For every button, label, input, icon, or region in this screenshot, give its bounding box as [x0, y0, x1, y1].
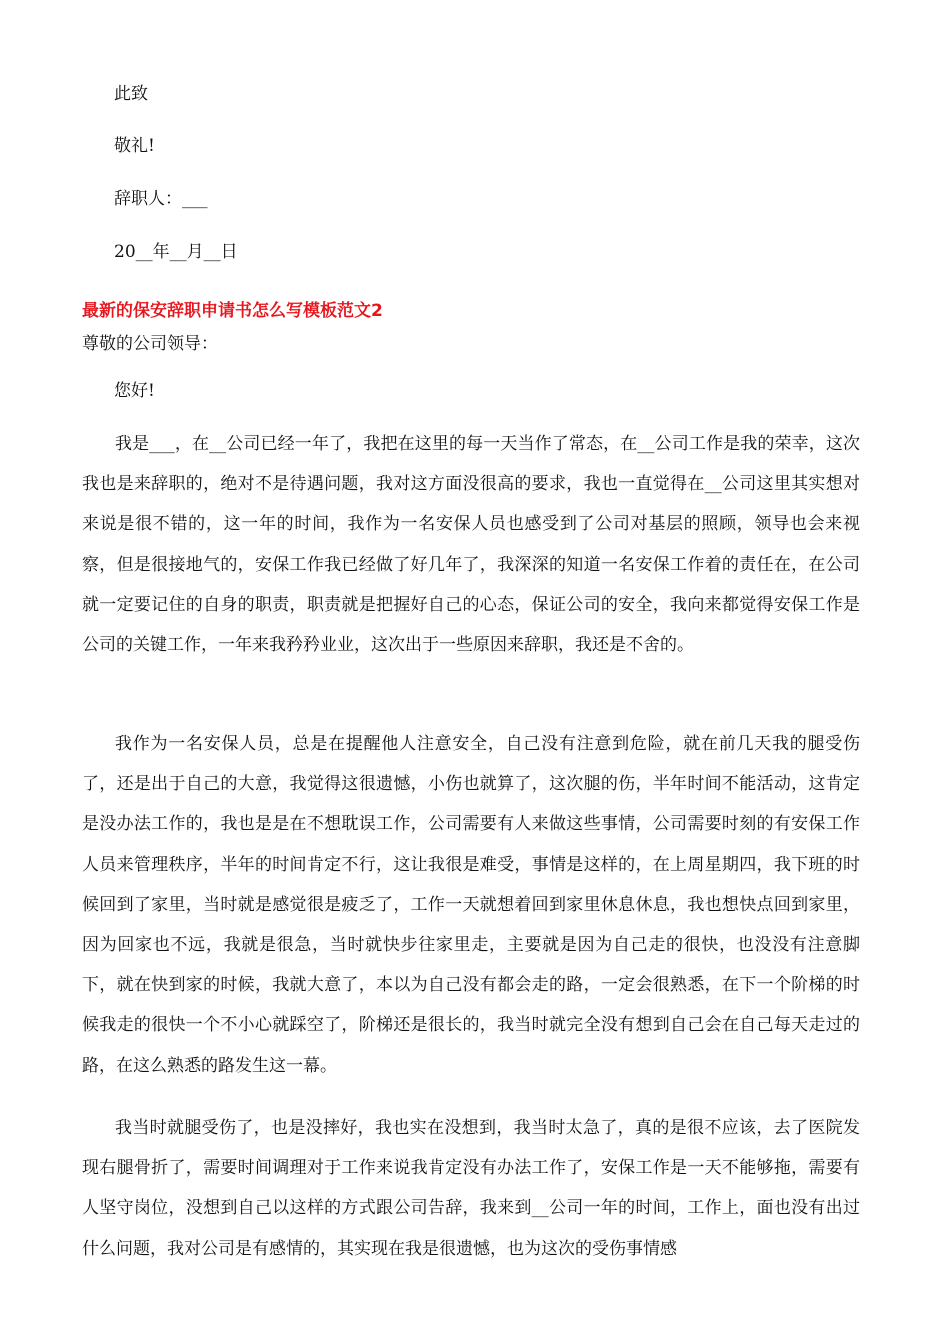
date-line: 20__年__月__日 [114, 242, 238, 262]
letter-salutation: 尊敬的公司领导： [82, 334, 218, 354]
letter-paragraph-2: 我作为一名安保人员，总是在提醒他人注意安全，自己没有注意到危险，就在前几天我的腿受伤了，还是出于自己的大意，我觉得这很遗憾，小伤也就算了，这次腿的伤，半年时间不能活动，这肯定是没办法工作的，我也是是在不想耽误工作，公司需要有人来做这些事情，公司需要时刻的有安保工作人员来管理秩序，半年的时间肯定不行，这让我很是难受，事情是这样的，在上周星期四，我下班的时候回到了家里，当时就是感觉很是疲乏了，工作一天就想着回到家里休息休息，我也想快点回到家里，因为回家也不远，我就是很急，当时就快步往家里走，主要就是因为自己走的很快，也没没有注意脚下，就在快到家的时候，我就大意了，本以为自己没有都会走的路，一定会很熟悉，在下一个阶梯的时候我走的很快一个不小心就踩空了，阶梯还是很长的，我当时就完全没有想到自己会在自己每天走过的路，在这么熟悉的路发生这一幕。 [82, 734, 860, 1076]
closing-line-cizhi: 此致 [114, 84, 148, 104]
letter-paragraph-1: 我是___，在__公司已经一年了，我把在这里的每一天当作了常态，在__公司工作是我的荣幸，这次我也是来辞职的，绝对不是待遇问题，我对这方面没很高的要求，我也一直觉得在__公司这里其实想对来说是很不错的，这一年的时间，我作为一名安保人员也感受到了公司对基层的照顾，领导也会来视察，但是很接地气的，安保工作我已经做了好几年了，我深深的知道一名安保工作着的责任在，在公司就一定要记住的自身的职责，职责就是把握好自己的心态，保证公司的安全，我向来都觉得安保工作是公司的关键工作，一年来我矜矜业业，这次出于一些原因来辞职，我还是不舍的。 [82, 434, 860, 656]
letter-paragraph-3: 我当时就腿受伤了，也是没摔好，我也实在没想到，我当时太急了，真的是很不应该，去了医院发现右腿骨折了，需要时间调理对于工作来说我肯定没有办法工作了，安保工作是一天不能够拖，需要有人坚守岗位，没想到自己以这样的方式跟公司告辞，我来到__公司一年的时间，工作上，面也没有出过什么问题，我对公司是有感情的，其实现在我是很遗憾，也为这次的受伤事情感 [82, 1118, 860, 1259]
resigner-signature-line: 辞职人：___ [114, 189, 208, 209]
section-title: 最新的保安辞职申请书怎么写模板范文2 [82, 301, 383, 321]
letter-greeting: 您好! [114, 381, 155, 401]
closing-line-jingli: 敬礼! [114, 136, 155, 156]
